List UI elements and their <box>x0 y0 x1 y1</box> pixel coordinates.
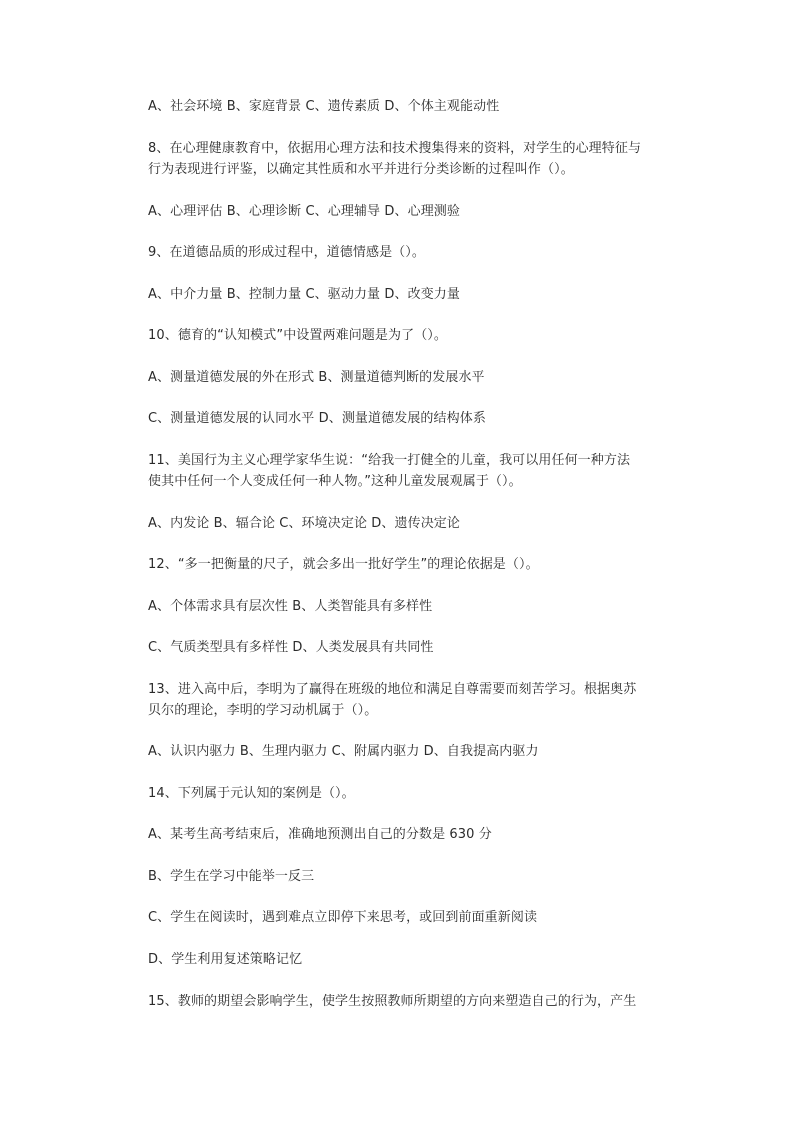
q8-stem-line-2: 行为表现进行评鉴，以确定其性质和水平并进行分类诊断的过程叫作（）。 <box>148 162 574 177</box>
q10-options-line-2: C、测量道德发展的认同水平 D、测量道德发展的结构体系 <box>148 411 486 426</box>
q10-options-line-1: A、测量道德发展的外在形式 B、测量道德判断的发展水平 <box>148 370 485 385</box>
q12-options-line-1: A、个体需求具有层次性 B、人类智能具有多样性 <box>148 599 433 614</box>
q10-stem: 10、德育的“认知模式”中设置两难问题是为了（）。 <box>148 328 448 343</box>
q11-stem-line-1: 11、美国行为主义心理学家华生说：“给我一打健全的儿童，我可以用任何一种方法 <box>148 453 631 468</box>
q11-options: A、内发论 B、辐合论 C、环境决定论 D、遗传决定论 <box>148 516 460 531</box>
q11-stem-line-2: 使其中任何一个人变成任何一种人物。”这种儿童发展观属于（）。 <box>148 474 522 489</box>
q8-options: A、心理评估 B、心理诊断 C、心理辅导 D、心理测验 <box>148 204 460 219</box>
q13-stem-line-2: 贝尔的理论，李明的学习动机属于（）。 <box>148 703 378 718</box>
q15-stem-line-1: 15、教师的期望会影响学生，使学生按照教师所期望的方向来塑造自己的行为，产生 <box>148 994 637 1009</box>
q14-option-c: C、学生在阅读时，遇到难点立即停下来思考，或回到前面重新阅读 <box>148 910 538 925</box>
q12-stem: 12、“多一把衡量的尺子，就会多出一批好学生”的理论依据是（）。 <box>148 557 539 572</box>
q9-stem: 9、在道德品质的形成过程中，道德情感是（）。 <box>148 245 425 260</box>
q12-options-line-2: C、气质类型具有多样性 D、人类发展具有共同性 <box>148 640 434 655</box>
q14-option-a: A、某考生高考结束后，准确地预测出自己的分数是 630 分 <box>148 827 492 842</box>
q9-options: A、中介力量 B、控制力量 C、驱动力量 D、改变力量 <box>148 287 460 302</box>
q14-stem: 14、下列属于元认知的案例是（）。 <box>148 786 355 801</box>
q13-stem-line-1: 13、进入高中后，李明为了赢得在班级的地位和满足自尊需要而刻苦学习。根据奥苏 <box>148 682 637 697</box>
q8-stem-line-1: 8、在心理健康教育中，依据用心理方法和技术搜集得来的资料，对学生的心理特征与 <box>148 141 642 156</box>
q14-option-b: B、学生在学习中能举一反三 <box>148 869 315 884</box>
q14-option-d: D、学生利用复述策略记忆 <box>148 952 303 967</box>
q13-options: A、认识内驱力 B、生理内驱力 C、附属内驱力 D、自我提高内驱力 <box>148 744 539 759</box>
q7-options: A、社会环境 B、家庭背景 C、遗传素质 D、个体主观能动性 <box>148 99 500 114</box>
